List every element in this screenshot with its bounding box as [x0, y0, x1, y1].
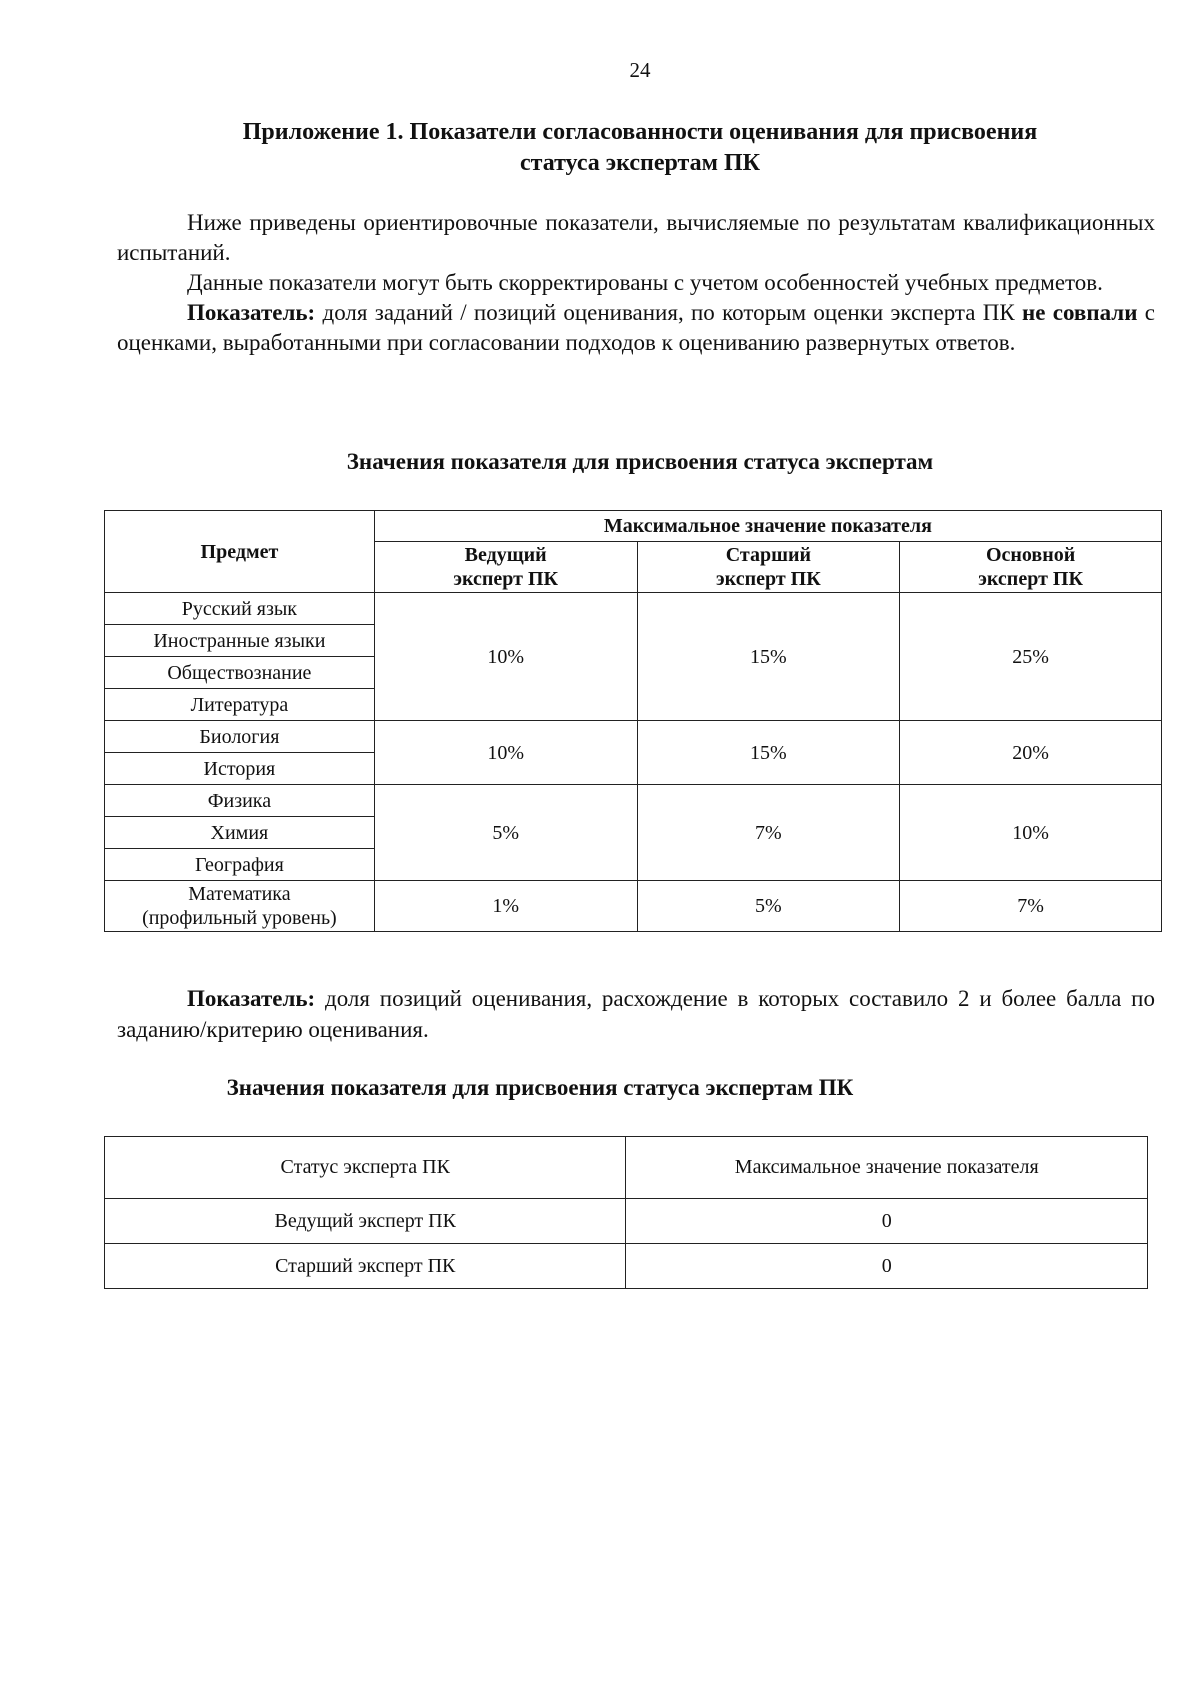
col-senior-expert: [637, 542, 900, 593]
value-main: 7%: [900, 881, 1162, 932]
appendix-title-line1: Приложение 1. Показатели согласованности оценивания для присвоения: [242, 119, 1038, 145]
intro-text: [117, 208, 1155, 358]
indicator-label-2: Показатель:: [187, 986, 316, 1011]
col-main-expert: [900, 542, 1162, 593]
indicator-text-a: доля заданий / позиций оценивания, по которым оценки эксперта ПК: [315, 300, 1023, 325]
subject-cell: Биология: [105, 721, 375, 753]
col-senior-line1: Старший: [725, 544, 812, 566]
table-row: [105, 785, 1162, 817]
subject-cell: Иностранные языки: [105, 625, 375, 657]
intro-paragraph-3: [117, 298, 1155, 358]
indicator-paragraph-2: [117, 983, 1155, 1045]
intro-paragraph-2: Данные показатели могут быть скорректированы с учетом особенностей учебных предметов.: [187, 270, 1103, 295]
subject-header: Предмет: [105, 511, 375, 593]
value-main: 25%: [900, 593, 1162, 721]
max-value-header: Максимальное значение показателя: [374, 511, 1161, 542]
expert-status-table: [104, 1136, 1148, 1289]
col-leading-line2: эксперт ПК: [453, 568, 558, 590]
value-leading: 10%: [374, 721, 637, 785]
subject-line1: Математика: [188, 883, 291, 905]
subject-cell: География: [105, 849, 375, 881]
intro-paragraph-1: Ниже приведены ориентировочные показатели, вычисляемые по результатам квалификационных испытаний.: [117, 210, 1155, 265]
status-cell: Старший эксперт ПК: [105, 1244, 626, 1289]
status-header: Статус эксперта ПК: [105, 1137, 626, 1199]
appendix-title-line2: статуса экспертам ПК: [519, 150, 761, 176]
subject-cell: Химия: [105, 817, 375, 849]
value-leading: 5%: [374, 785, 637, 881]
max-value-header-2: Максимальное значение показателя: [626, 1137, 1148, 1199]
table1-title: Значения показателя для присвоения статуса экспертам: [346, 449, 934, 474]
subject-cell: История: [105, 753, 375, 785]
value-cell: 0: [626, 1244, 1148, 1289]
col-main-line1: Основной: [985, 544, 1076, 566]
page-number: 24: [629, 58, 651, 82]
value-leading: 1%: [374, 881, 637, 932]
value-senior: 15%: [637, 721, 900, 785]
table-row: [105, 593, 1162, 625]
subject-cell: Литература: [105, 689, 375, 721]
table-row: [105, 721, 1162, 753]
value-senior: 5%: [637, 881, 900, 932]
value-main: 20%: [900, 721, 1162, 785]
subject-cell: [105, 881, 375, 932]
indicator-text-2: доля позиций оценивания, расхождение в которых составило 2 и более балла по заданию/критерию оценивания.: [117, 986, 1155, 1042]
value-cell: 0: [626, 1199, 1148, 1244]
value-senior: 7%: [637, 785, 900, 881]
subject-line2: (профильный уровень): [142, 907, 337, 929]
status-cell: Ведущий эксперт ПК: [105, 1199, 626, 1244]
table-row: [105, 881, 1162, 932]
indicator-text-b: с оценками, выработанными при согласовании подходов к оцениванию развернутых ответов.: [117, 300, 1155, 355]
value-leading: 10%: [374, 593, 637, 721]
indicator-label: Показатель:: [187, 300, 316, 325]
col-senior-line2: эксперт ПК: [716, 568, 821, 590]
table-row: [105, 1244, 1148, 1289]
indicator-bold-text: не совпали: [1022, 300, 1138, 325]
value-main: 10%: [900, 785, 1162, 881]
col-leading-expert: [374, 542, 637, 593]
appendix-title: [150, 117, 1130, 179]
col-main-line2: эксперт ПК: [978, 568, 1083, 590]
table2-title: Значения показателя для присвоения статуса экспертам ПК: [226, 1075, 854, 1100]
subject-cell: Обществознание: [105, 657, 375, 689]
indicator-table: [104, 510, 1162, 932]
table-row: [105, 1199, 1148, 1244]
subject-cell: Физика: [105, 785, 375, 817]
value-senior: 15%: [637, 593, 900, 721]
col-leading-line1: Ведущий: [464, 544, 547, 566]
subject-cell: Русский язык: [105, 593, 375, 625]
